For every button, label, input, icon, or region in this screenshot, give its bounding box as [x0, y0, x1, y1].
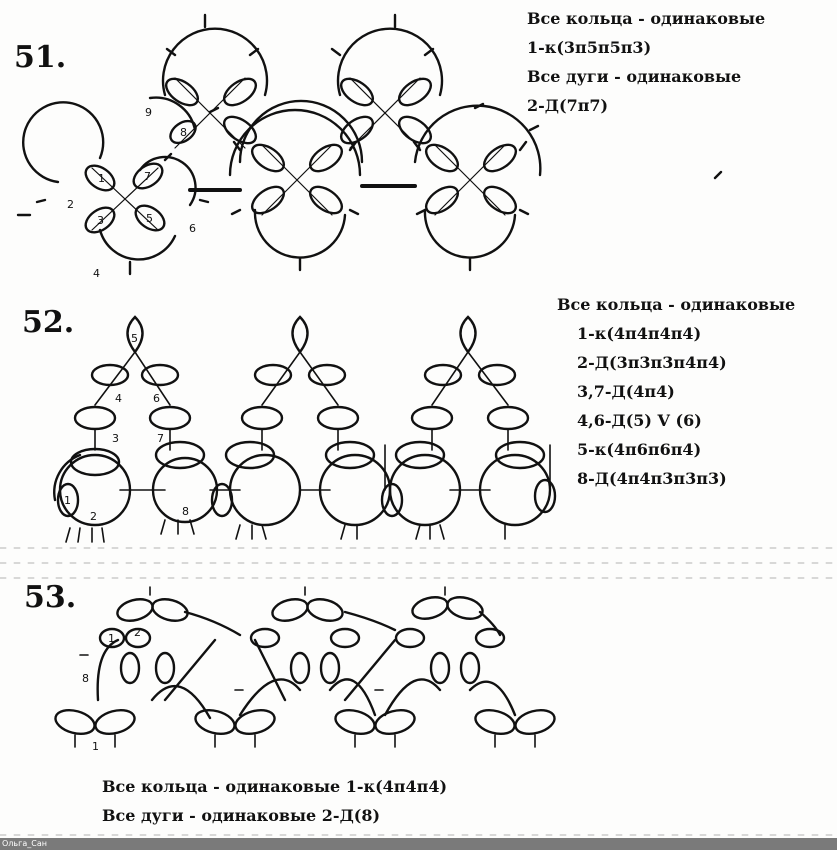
- note-line: Все кольца - одинаковые: [557, 295, 796, 314]
- note-line: 1-к(3п5п5п3): [527, 38, 652, 57]
- label-53-1b: 1: [92, 740, 99, 753]
- note-line: 5-к(4п6п6п4): [577, 440, 702, 459]
- pattern-number-53: 53.: [24, 580, 77, 615]
- note-line: 4,6-Д(5) V (6): [577, 411, 702, 430]
- note-line: Все дуги - одинаковые: [527, 67, 742, 86]
- label-52-5: 5: [131, 332, 138, 345]
- label-52-8: 8: [182, 505, 189, 518]
- note-line: Все кольца - одинаковые 1-к(4п4п4): [102, 777, 448, 796]
- label-52-7: 7: [157, 432, 164, 445]
- label-52-1: 1: [64, 494, 71, 507]
- label-51-2: 2: [67, 198, 74, 211]
- label-53-2: 2: [134, 626, 141, 639]
- label-52-4: 4: [115, 392, 122, 405]
- label-51-8: 8: [180, 126, 187, 139]
- note-line: 8-Д(4п4п3п3п3): [577, 469, 727, 488]
- diagram-53: [53, 587, 557, 747]
- label-51-5: 5: [146, 212, 153, 225]
- label-52-3: 3: [112, 432, 119, 445]
- label-51-3: 3: [97, 214, 104, 227]
- pattern-number-51: 51.: [14, 40, 67, 75]
- note-line: 2-Д(3п3п3п4п4): [577, 353, 727, 372]
- label-53-1: 1: [108, 632, 115, 645]
- pattern-number-52: 52.: [22, 305, 75, 340]
- label-52-6: 6: [153, 392, 160, 405]
- note-line: 1-к(4п4п4п4): [577, 324, 702, 343]
- label-51-7: 7: [144, 170, 151, 183]
- footer-bar: [0, 838, 837, 850]
- label-51-1: 1: [98, 172, 105, 185]
- label-51-4: 4: [93, 267, 100, 280]
- diagram-52: [54, 317, 555, 542]
- note-line: 2-Д(7п7): [527, 96, 609, 115]
- note-line: Все дуги - одинаковые 2-Д(8): [102, 806, 381, 825]
- note-line: Все кольца - одинаковые: [527, 9, 766, 28]
- footer-author: Ольга_Сан: [2, 839, 47, 848]
- label-53-8: 8: [82, 672, 89, 685]
- label-51-9: 9: [145, 106, 152, 119]
- label-51-6: 6: [189, 222, 196, 235]
- diagram-51: [18, 15, 721, 274]
- note-line: 3,7-Д(4п4): [577, 382, 675, 401]
- label-52-2: 2: [90, 510, 97, 523]
